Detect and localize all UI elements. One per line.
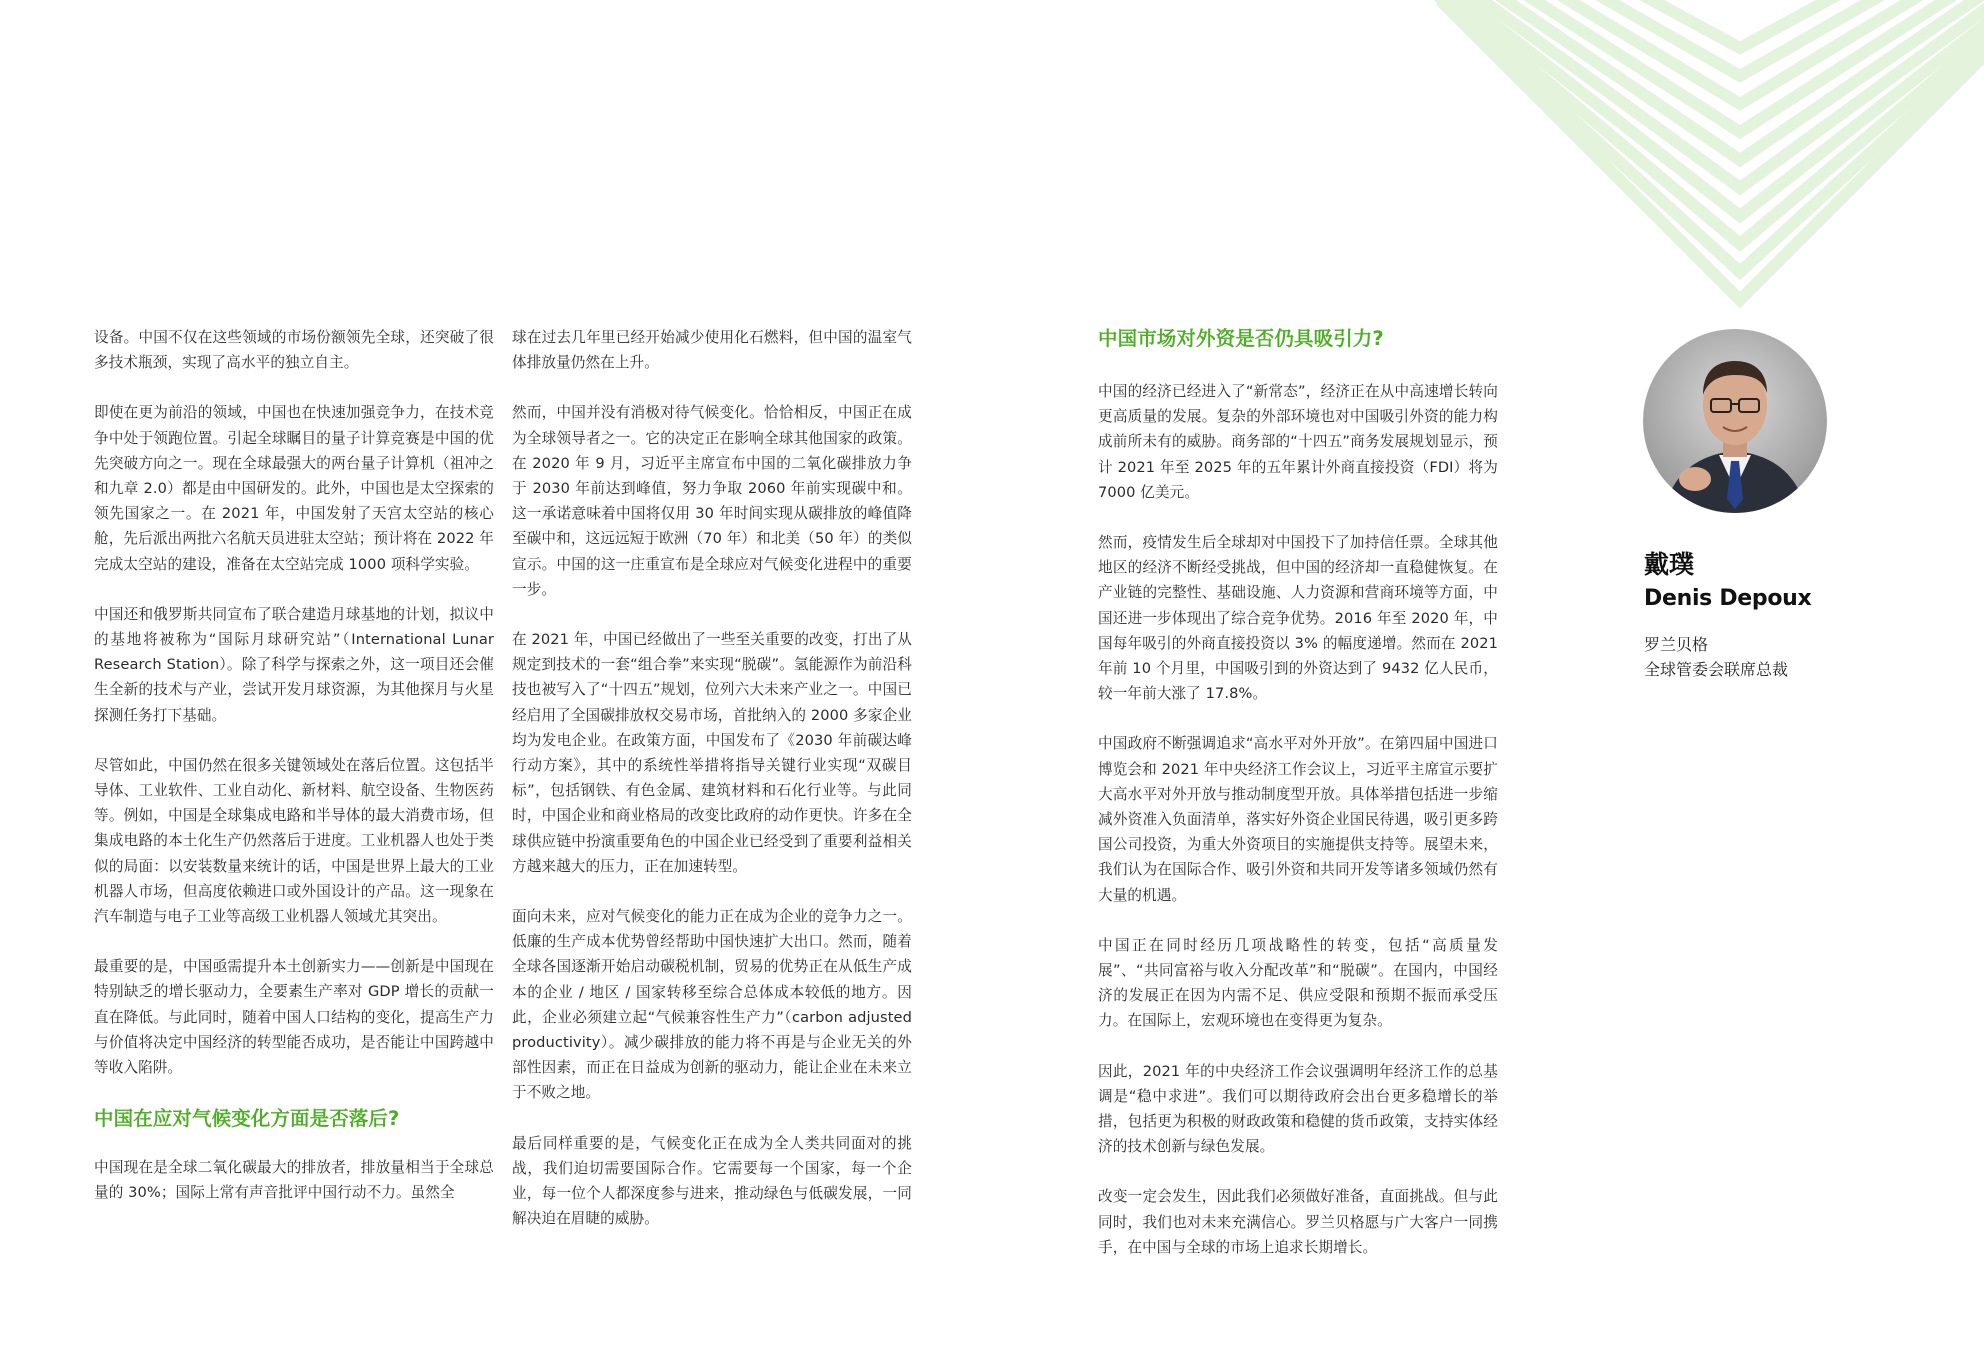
chevron-stripe — [1412, 0, 1984, 272]
paragraph: 即使在更为前沿的领域，中国也在快速加强竞争力，在技术竞争中处于领跑位置。引起全球瞩目的量子计算竞赛是中国的优先突破方向之一。现在全球最强大的两台量子计算机（祖冲之和九章 2.0）都是由中国研发的。此外，中国也是太空探索的领先国家之一。在 2021 年，中国发射了天宫太空站的核心舱，先后派出两批六名航天员进驻太空站；预计将在 2022 年完成太空站的建设，准备在太空站完成 1000 项科学实验。 — [94, 404, 494, 573]
paragraph: 球在过去几年里已经开始减少使用化石燃料，但中国的温室气体排放量仍然在上升。 — [512, 329, 912, 372]
section-heading-foreign-investment: 中国市场对外资是否仍具吸引力? — [1098, 327, 1384, 350]
chevron-pattern-decoration — [0, 0, 1984, 320]
author-portrait — [1643, 329, 1827, 513]
chevron-stripe — [1356, 0, 1984, 216]
paragraph: 然而，疫情发生后全球却对中国投下了加持信任票。全球其他地区的经济不断经受挑战，但中国的经济却一直稳健恢复。在产业链的完整性、基础设施、人力资源和营商环境等方面，中国还进一步体现出了综合竞争优势。2016 年至 2020 年，中国每年吸引的外商直接投资以 3% 的幅度递增。然而在 2021 年前 10 个月里，中国吸引到的外资达到了 9432 亿人民币，较一年前大涨了 17.8%。 — [1098, 534, 1498, 703]
chevron-stripe — [1244, 0, 1984, 104]
text-column-1 — [94, 325, 494, 1231]
chevron-stripe — [1188, 0, 1984, 48]
paragraph: 尽管如此，中国仍然在很多关键领域处在落后位置。这包括半导体、工业软件、工业自动化、新材料、航空设备、生物医药等。例如，中国是全球集成电路和半导体的最大消费市场，但集成电路的本土化生产仍然落后于进度。工业机器人也处于类似的局面：以安装数量来统计的话，中国是世界上最大的工业机器人市场，但高度依赖进口或外国设计的产品。这一现象在汽车制造与电子工业等高级工业机器人领域尤其突出。 — [94, 756, 494, 926]
chevron-stripe — [1300, 0, 1984, 160]
paragraph: 面向未来，应对气候变化的能力正在成为企业的竞争力之一。低廉的生产成本优势曾经帮助中国快速扩大出口。然而，随着全球各国逐渐开始启动碳税机制，贸易的优势正在从低生产成本的企业 / 地区 / 国家转移至综合总体成本较低的地方。因此，企业必须建立起“气候兼容性生产力”（carbon adjusted productivity）。减少碳排放的能力将不再是与企业无关的外部性因素，而正在日益成为创新的驱动力，能让企业在未来立于不败之地。 — [512, 908, 912, 1102]
paragraph: 最重要的是，中国亟需提升本土创新实力——创新是中国现在特别缺乏的增长驱动力，全要素生产率对 GDP 增长的贡献一直在降低。与此同时，随着中国人口结构的变化，提高生产力与价值将决定中国经济的转型能否成功，是否能让中国跨越中等收入陷阱。 — [94, 958, 494, 1077]
paragraph: 中国政府不断强调追求“高水平对外开放”。在第四届中国进口博览会和 2021 年中央经济工作会议上，习近平主席宣示要扩大高水平对外开放与推动制度型开放。具体举措包括进一步缩减外资准入负面清单，落实好外资企业国民待遇，吸引更多跨国公司投资，为重大外资项目的实施提供支持等。展望未来，我们认为在国际合作、吸引外资和共同开发等诸多领域仍然有大量的机遇。 — [1098, 735, 1498, 904]
paragraph: 设备。中国不仅在这些领域的市场份额领先全球，还突破了很多技术瓶颈，实现了高水平的独立自主。 — [94, 329, 494, 372]
chevron-stripe — [1272, 0, 1984, 132]
author-company: 罗兰贝格 — [1644, 635, 1709, 654]
text-column-2 — [512, 325, 912, 1257]
paragraph: 最后同样重要的是，气候变化正在成为全人类共同面对的挑战，我们迫切需要国际合作。它需要每一个国家，每一个企业，每一位个人都深度参与进来，推动绿色与低碳发展，一同解决迫在眉睫的威胁。 — [512, 1134, 912, 1228]
author-name-chinese: 戴璞 — [1644, 550, 1695, 579]
chevron-stripe — [1216, 0, 1984, 76]
paragraph: 因此，2021 年的中央经济工作会议强调明年经济工作的总基调是“稳中求进”。我们可以期待政府会出台更多稳增长的举措，包括更为积极的财政政策和稳健的货币政策，支持实体经济的技术创新与绿色发展。 — [1098, 1062, 1498, 1156]
portrait-illustration-icon — [1643, 329, 1827, 513]
paragraph: 中国现在是全球二氧化碳最大的排放者，排放量相当于全球总量的 30%；国际上常有声音批评中国行动不力。虽然全 — [94, 1159, 494, 1202]
chevron-stripe — [1440, 0, 1984, 300]
paragraph: 中国还和俄罗斯共同宣布了联合建造月球基地的计划，拟议中的基地将被称为“国际月球研究站”（International Lunar Research Station）。除了科学与探索之外，这一项目还会催生全新的技术与产业，尝试开发月球资源，为其他探月与火星探测任务打下基础。 — [94, 605, 494, 724]
paragraph: 改变一定会发生，因此我们必须做好准备，直面挑战。但与此同时，我们也对未来充满信心。罗兰贝格愿与广大客户一同携手，在中国与全球的市场上追求长期增长。 — [1098, 1188, 1498, 1256]
section-heading-climate: 中国在应对气候变化方面是否落后? — [94, 1107, 400, 1131]
text-column-3 — [1098, 325, 1498, 1285]
author-position: 全球管委会联席总裁 — [1644, 660, 1789, 679]
author-title — [1644, 632, 1788, 682]
author-name-english: Denis Depoux — [1644, 586, 1812, 611]
paragraph: 在 2021 年，中国已经做出了一些至关重要的改变，打出了从规定到技术的一套“组合拳”来实现“脱碳”。氢能源作为前沿科技也被写入了“十四五”规划，位列六大未来产业之一。中国已经启用了全国碳排放权交易市场，首批纳入的 2000 多家企业均为发电企业。在政策方面，中国发布了《2030 年前碳达峰行动方案》，其中的系统性举措将指导关键行业实现“双碳目标”，包括钢铁、有色金属、建筑材料和石化行业等。与此同时，中国企业和商业格局的改变比政府的动作更快。许多在全球供应链中扮演重要角色的中国企业已经受到了重要利益相关方越来越大的压力，正在加速转型。 — [512, 631, 912, 875]
paragraph: 然而，中国并没有消极对待气候变化。恰恰相反，中国正在成为全球领导者之一。它的决定正在影响全球其他国家的政策。在 2020 年 9 月，习近平主席宣布中国的二氧化碳排放力争于 2030 年前达到峰值，努力争取 2060 年前实现碳中和。这一承诺意味着中国将仅用 30 年时间实现从碳排放的峰值降至碳中和，这远远短于欧洲（70 年）和北美（50 年）的类似宣示。中国的这一庄重宣布是全球应对气候变化进程中的重要一步。 — [512, 404, 912, 598]
paragraph: 中国正在同时经历几项战略性的转变，包括“高质量发展”、“共同富裕与收入分配改革”和“脱碳”。在国内，中国经济的发展正在因为内需不足、供应受限和预期不振而承受压力。在国际上，宏观环境也在变得更为复杂。 — [1098, 936, 1498, 1030]
chevron-stripe — [1384, 0, 1984, 244]
paragraph: 中国的经济已经进入了“新常态”，经济正在从中高速增长转向更高质量的发展。复杂的外部环境也对中国吸引外资的能力构成前所未有的威胁。商务部的“十四五”商务发展规划显示，预计 2021 年至 2025 年的五年累计外商直接投资（FDI）将为 7000 亿美元。 — [1098, 383, 1498, 501]
chevron-stripe — [1328, 0, 1984, 188]
